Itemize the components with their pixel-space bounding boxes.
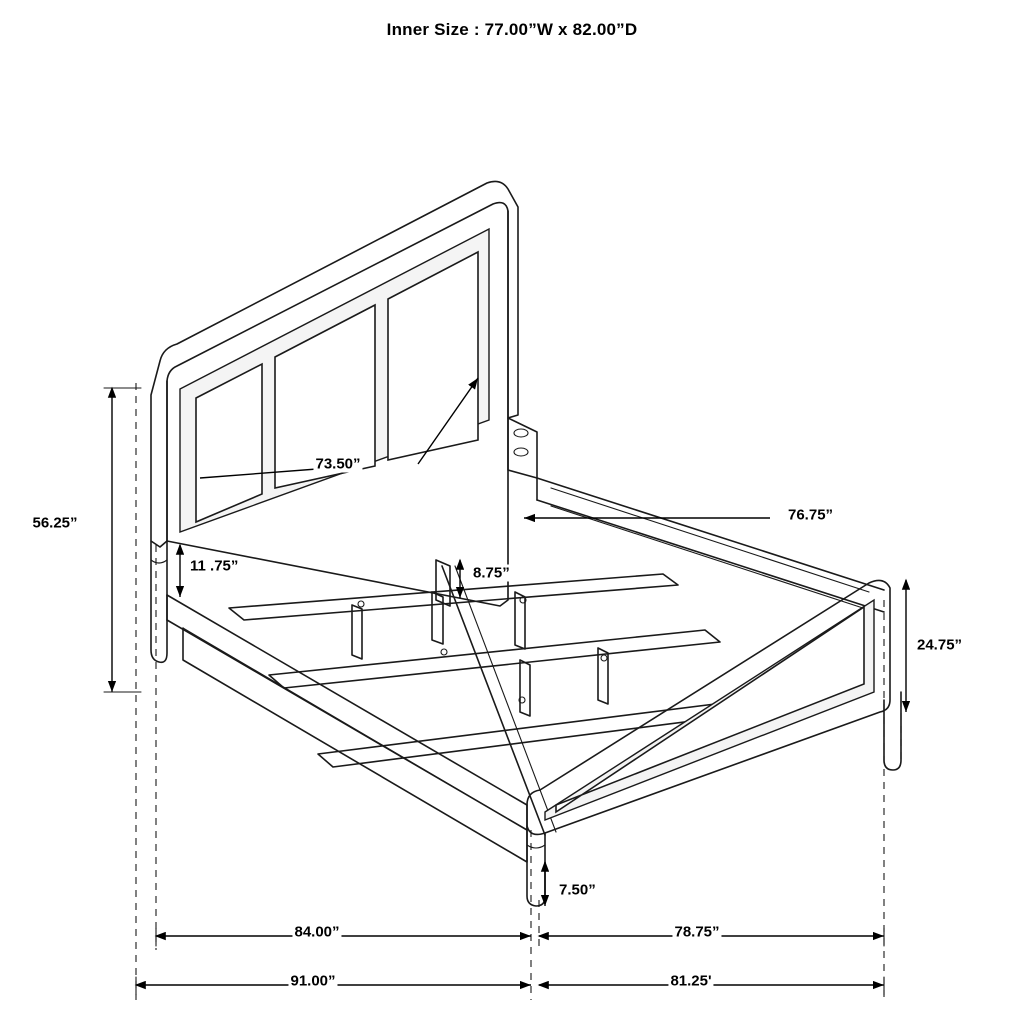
headboard-bracket [508,418,537,478]
page-title: Inner Size : 77.00”W x 82.00”D [386,20,638,39]
dim-label-headboard-inner-width: 73.50” [315,455,361,473]
dim-label-inner-length: 84.00” [294,923,340,941]
dim-label-footboard-leg-height: 7.50” [559,881,596,899]
dim-label-slat-clearance: 8.75” [473,564,510,582]
dim-label-side-rail-length: 76.75” [788,506,834,524]
footboard [527,580,901,906]
dim-label-footboard-height: 24.75” [917,636,963,654]
dim-label-overall-width: 81.25' [670,972,712,990]
dim-label-inner-width: 78.75” [674,923,720,941]
slat-middle [269,630,720,688]
dim-label-overall-length: 91.00” [290,972,336,990]
dim-label-headboard-height: 56.25” [32,514,78,532]
dim-label-rail-to-slat-height: 11 .75” [190,557,239,575]
